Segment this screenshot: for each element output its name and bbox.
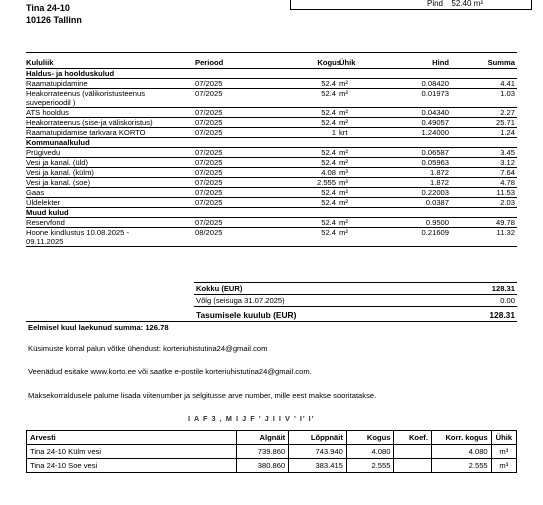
- group-title: Kommunaalkulud: [26, 138, 90, 147]
- totals-rule-2: [194, 294, 517, 295]
- row-period: 07/2025: [195, 198, 223, 207]
- row-unit: krt: [339, 128, 348, 137]
- meter-cell-koef: [394, 445, 431, 459]
- row-period: 07/2025: [195, 148, 223, 157]
- row-qty: 52.4: [321, 228, 336, 237]
- meter-header-koef: Koef.: [394, 431, 431, 445]
- row-period: 07/2025: [195, 188, 223, 197]
- row-price: 1.872: [429, 178, 449, 187]
- row-unit: m²: [339, 218, 348, 227]
- area-value: 52.40 m²: [451, 0, 483, 8]
- meter-cell-arvesti: Tina 24-10 Soe vesi: [27, 459, 237, 473]
- row-sum: 7.64: [500, 168, 515, 177]
- row-price: 0.22003: [421, 188, 449, 197]
- pay-value: 128.31: [489, 310, 515, 320]
- totals-rule-4: [26, 321, 517, 322]
- meter-cell-uhik: m³: [491, 445, 516, 459]
- received-amount: Eelmisel kuul laekunud summa: 126.78: [28, 323, 169, 332]
- header-period: Periood: [195, 58, 224, 67]
- header-name: Kululiik: [26, 58, 54, 67]
- row-period: 07/2025: [195, 118, 223, 127]
- meter-readings-title: I A F 3 , M I J F ' J I I V ' I' I': [188, 414, 315, 423]
- meter-cell-loppnait: 743.940: [289, 445, 347, 459]
- meter-cell-algnait: 380.860: [236, 459, 289, 473]
- row-price: 1.24000: [421, 128, 449, 137]
- row-name: Vesi ja kanal. (soe): [26, 178, 91, 187]
- row-period: 07/2025: [195, 168, 223, 177]
- row-period: 07/2025: [195, 89, 223, 98]
- row-qty: 52.4: [321, 79, 336, 88]
- row-sum: 11.32: [496, 228, 515, 237]
- row-name: Gaas: [26, 188, 45, 197]
- row-price: 0.04340: [421, 108, 449, 117]
- row-price: 1.872: [429, 168, 449, 177]
- row-name: Reservfond: [26, 218, 65, 227]
- row-period: 07/2025: [195, 218, 223, 227]
- meter-header-row: [27, 431, 517, 445]
- row-unit: m²: [339, 118, 348, 127]
- row-period: 07/2025: [195, 108, 223, 117]
- disputes-text: Veenädud esitake www.korto.ee või saatke e-postile korteriuhistutina24@gmail.com.: [28, 367, 312, 376]
- area-box: [290, 0, 532, 10]
- meter-cell-loppnait: 383.415: [289, 459, 347, 473]
- row-price: 0.0387: [425, 198, 449, 207]
- meter-cell-koef: [394, 459, 431, 473]
- contact-text: Küsimuste korral palun võtke ühendust: korteriuhistutina24@gmail.com: [28, 344, 268, 353]
- row-price: 0.06587: [421, 148, 449, 157]
- row-name: ATS hooldus: [26, 108, 69, 117]
- row-unit: m²: [339, 79, 348, 88]
- row-qty: 4.08: [321, 168, 336, 177]
- header-qty: Kogus: [317, 58, 341, 67]
- meter-table: [26, 430, 517, 473]
- row-qty: 1: [331, 128, 336, 137]
- header-price: Hind: [432, 58, 449, 67]
- row-period: 08/2025: [195, 228, 223, 237]
- row-name: Vesi ja kanal. (üld): [26, 158, 89, 167]
- debt-label: Võlg (seisuga 31.07.2025): [196, 296, 285, 305]
- row-sum: 2.03: [500, 198, 515, 207]
- row-price: 0.9500: [425, 218, 449, 227]
- address-line-1: Tina 24-10: [26, 3, 70, 13]
- row-period: 07/2025: [195, 158, 223, 167]
- meter-header-arvesti: Arvesti: [27, 431, 237, 445]
- row-qty: 52.4: [321, 188, 336, 197]
- meter-cell-korr: 2.555: [431, 459, 491, 473]
- group-title: Muud kulud: [26, 208, 69, 217]
- row-sum: 4.41: [500, 79, 515, 88]
- meter-header-uhik: Ühik: [491, 431, 516, 445]
- group-title: Haldus- ja hoolduskulud: [26, 69, 115, 78]
- meter-cell-algnait: 739.860: [236, 445, 289, 459]
- row-name: Üldelekter: [26, 198, 61, 207]
- row-price: 0.49057: [421, 118, 449, 127]
- row-sum: 11.53: [496, 188, 515, 197]
- meter-header-algnait: Algnäit: [236, 431, 289, 445]
- row-name: Raamatupidamise tarkvara KORTO: [26, 128, 146, 137]
- row-qty: 2.555: [316, 178, 336, 187]
- row-name: Raamatupidamine: [26, 79, 88, 88]
- row-name: Hoone kindlustus 10.08.2025 -: [26, 228, 130, 237]
- row-sum: 25.71: [495, 118, 515, 127]
- meter-cell-korr: 4.080: [431, 445, 491, 459]
- row-qty: 52.4: [321, 118, 336, 127]
- row-name: Vesi ja kanal. (külm): [26, 168, 94, 177]
- row-unit: m²: [339, 188, 348, 197]
- row-name-line-2: 09.11.2025: [26, 237, 64, 246]
- row-unit: m²: [339, 158, 348, 167]
- totals-rule-1: [194, 282, 517, 283]
- row-sum: 49.78: [495, 218, 515, 227]
- header-sum: Summa: [487, 58, 515, 67]
- row-price: 0.05963: [421, 158, 449, 167]
- row-sum: 3.12: [500, 158, 515, 167]
- row-name: Heakorrateenus (sise-ja väliskoristus): [26, 118, 153, 127]
- meter-header-kogus: Kogus: [346, 431, 394, 445]
- row-sum: 1.03: [500, 89, 515, 98]
- row-rule: [26, 246, 517, 247]
- pay-label: Tasumisele kuulub (EUR): [196, 310, 297, 320]
- row-unit: m³: [339, 178, 348, 187]
- meter-cell-kogus: 4.080: [346, 445, 394, 459]
- row-qty: 52.4: [321, 89, 336, 98]
- header-unit: Ühik: [339, 58, 356, 67]
- row-sum: 2.27: [500, 108, 515, 117]
- meter-cell-uhik: m³: [491, 459, 516, 473]
- payment-note: Maksekorraldusele palume lisada viitenumber ja selgitusse arve number, mille eest makse sooritatakse.: [28, 391, 377, 400]
- address-line-2: 10126 Tallinn: [26, 15, 82, 25]
- meter-header-loppnait: Lõppnäit: [289, 431, 347, 445]
- debt-value: 0.00: [500, 296, 515, 305]
- meter-cell-kogus: 2.555: [346, 459, 394, 473]
- row-qty: 52.4: [321, 108, 336, 117]
- area-label: Pind: [426, 0, 443, 8]
- row-name: Heakorrateenus (välikoristusteenus: [26, 89, 146, 98]
- meter-row: [27, 445, 517, 459]
- row-qty: 52.4: [321, 158, 336, 167]
- row-sum: 3.45: [500, 148, 515, 157]
- total-label: Kokku (EUR): [196, 284, 243, 293]
- row-unit: m²: [339, 198, 348, 207]
- row-unit: m²: [339, 228, 348, 237]
- row-name: Prügivedu: [26, 148, 61, 157]
- row-unit: m²: [339, 108, 348, 117]
- row-unit: m²: [339, 148, 348, 157]
- row-unit: m²: [339, 89, 348, 98]
- row-qty: 52.4: [321, 218, 336, 227]
- row-price: 0.01973: [421, 89, 449, 98]
- meter-cell-arvesti: Tina 24-10 Külm vesi: [27, 445, 237, 459]
- row-qty: 52.4: [321, 148, 336, 157]
- row-price: 0.21609: [421, 228, 449, 237]
- row-sum: 1.24: [500, 128, 515, 137]
- row-period: 07/2025: [195, 178, 223, 187]
- table-top-rule: [26, 52, 517, 53]
- totals-rule-3: [194, 306, 517, 307]
- row-unit: m³: [339, 168, 348, 177]
- row-period: 07/2025: [195, 128, 223, 137]
- meter-row: [27, 459, 517, 473]
- row-name-line-2: suveperioodil ): [26, 98, 76, 107]
- meter-header-korr: Korr. kogus: [431, 431, 491, 445]
- row-qty: 52.4: [321, 198, 336, 207]
- row-period: 07/2025: [195, 79, 223, 88]
- row-sum: 4.78: [500, 178, 515, 187]
- row-price: 0.08420: [421, 79, 449, 88]
- total-value: 128.31: [491, 284, 515, 293]
